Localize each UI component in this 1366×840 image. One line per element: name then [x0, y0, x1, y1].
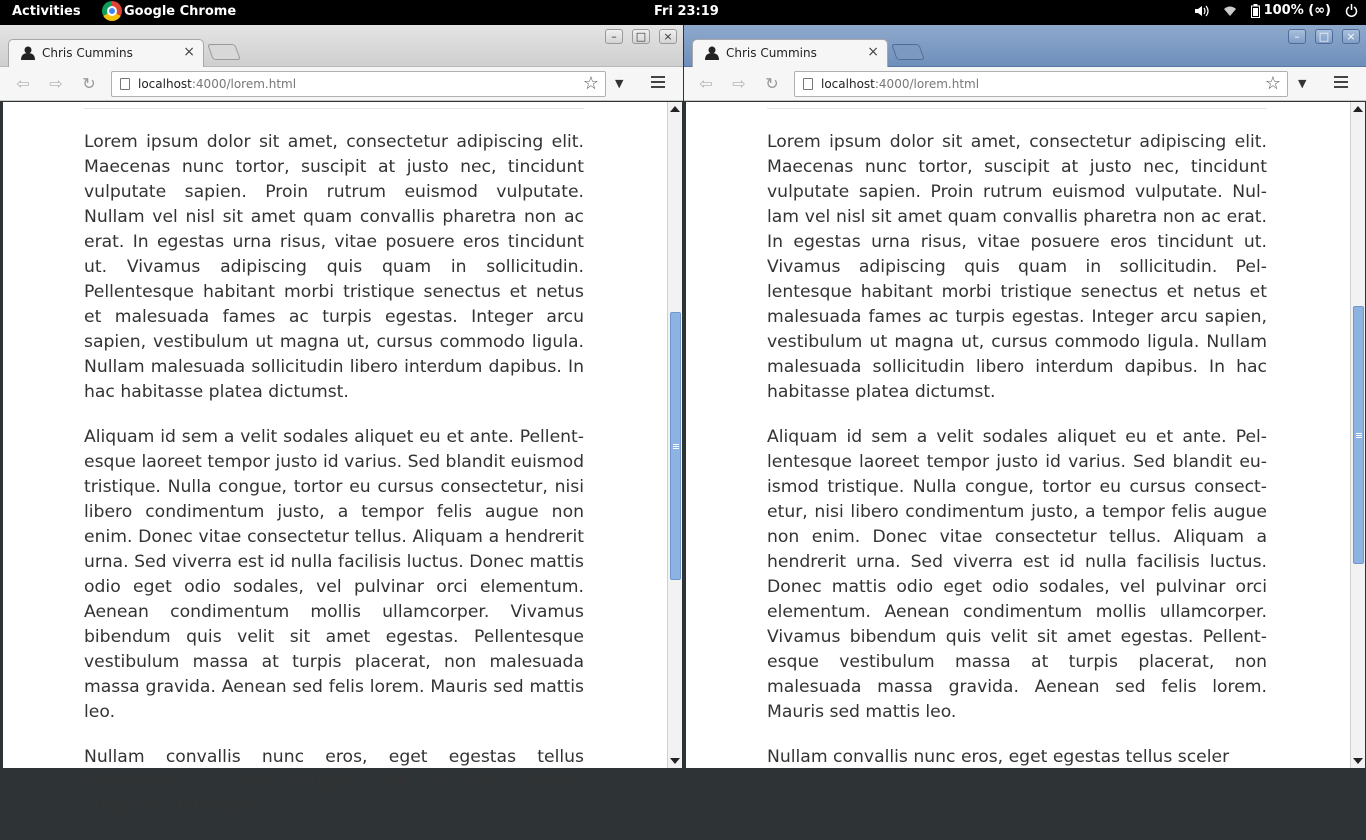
divider	[767, 108, 1267, 109]
close-tab-icon[interactable]: ×	[183, 44, 195, 60]
browser-window-left	[0, 25, 683, 817]
scroll-up-arrow[interactable]	[1353, 106, 1363, 112]
url-path: :4000/lorem.html	[191, 77, 297, 91]
browser-window-right	[684, 25, 1366, 768]
activities-button[interactable]: Activities	[12, 4, 81, 19]
menu-icon[interactable]	[651, 76, 665, 90]
address-bar[interactable]	[111, 71, 606, 97]
close-window-button[interactable]: ×	[659, 29, 677, 44]
minimize-button[interactable]: –	[605, 29, 623, 44]
bookmark-star-icon[interactable]: ☆	[1264, 73, 1281, 94]
page-icon	[803, 78, 813, 90]
wifi-icon[interactable]	[1223, 5, 1237, 17]
clock[interactable]: Fri 23:19	[654, 4, 719, 19]
title-bar[interactable]	[684, 25, 1366, 67]
article	[767, 130, 1267, 790]
system-tray[interactable]	[1195, 3, 1358, 18]
paragraph: Nullam convallis nunc eros, eget egestas tellus sceler	[767, 747, 1230, 767]
menu-icon[interactable]	[1334, 76, 1348, 90]
browser-toolbar	[684, 67, 1366, 101]
paragraph: Aliquam id sem a velit sodales aliquet eu et ante. Pellentesque laoreet tempor justo id varius. Sed blandit euismod tristique. Nulla congue, tortor eu cursus consectetur, nisi libero condimentum justo, a tempor felis augue non enim. Donec vitae consectetur tellus. Aliquam a hendrerit urna. Sed viverra est id nulla facilisis luctus. Donec mattis odio eget odio sodales, vel pulvinar orci elementum. Aenean condimentum mollis ullamcorper. Vivamus bibendum quis velit sit amet egestas. Pellentesque vestibulum massa at turpis placerat, non malesuada massa gravida. Aenean sed felis lorem. Mauris sed mattis leo.	[84, 427, 584, 722]
chrome-icon	[102, 1, 122, 21]
power-icon[interactable]	[1345, 4, 1358, 17]
chevron-down-icon[interactable]: ▼	[1298, 77, 1307, 90]
paragraph: Lorem ipsum dolor sit amet, consectetur adipiscing elit. Maecenas nunc tortor, suscipit at justo nec, tincidunt vulputate sapien. Proin rutrum euismod vulputate. Nullam vel nisl sit amet quam convallis pharetra non ac erat. In egestas urna risus, vitae posuere eros tincidunt ut. Vivamus adipiscing quis quam in sollicitudin. Pellentesque habitant morbi tristique senectus et netus et malesuada fames ac turpis egestas. Integer arcu sapien, vestibulum ut magna ut, cursus commodo ligula. Nullam malesuada sollicitudin libero interdum dapibus. In hac habitasse platea dictumst.	[767, 132, 1267, 402]
url-host: localhost	[821, 77, 875, 91]
forward-icon[interactable]: ⇨	[732, 74, 746, 93]
app-name: Google Chrome	[124, 4, 237, 19]
scrollbar-thumb[interactable]	[1353, 306, 1364, 564]
article	[84, 130, 584, 840]
volume-icon[interactable]	[1195, 5, 1209, 17]
top-bar	[0, 0, 1366, 25]
close-window-button[interactable]: ×	[1342, 29, 1360, 44]
maximize-button[interactable]: □	[632, 29, 650, 44]
scroll-down-arrow[interactable]	[1353, 758, 1363, 764]
browser-toolbar	[0, 67, 683, 101]
back-icon[interactable]: ⇦	[16, 74, 30, 93]
maximize-button[interactable]: □	[1315, 29, 1333, 44]
reload-icon[interactable]: ↻	[765, 74, 779, 93]
bookmark-star-icon[interactable]: ☆	[582, 73, 599, 94]
vertical-scrollbar[interactable]	[667, 102, 682, 768]
vertical-scrollbar[interactable]	[1350, 102, 1365, 768]
app-menu[interactable]	[102, 4, 236, 19]
page-icon	[120, 78, 130, 90]
tab-title: Chris Cummins	[42, 46, 133, 60]
tab-title: Chris Cummins	[726, 46, 817, 60]
paragraph: Lorem ipsum dolor sit amet, consectetur adipiscing elit. Maecenas nunc tortor, suscipit at justo nec, tincidunt vulputate sapien. Proin rutrum euismod vulputate. Nullam vel nisl sit amet quam convallis pharetra non ac erat. In egestas urna risus, vitae posuere eros tincidunt ut. Vivamus adipiscing quis quam in sollicitudin. Pellentesque habitant morbi tristique senectus et netus et malesuada fames ac turpis egestas. Integer arcu sapien, vestibulum ut magna ut, cursus commodo ligula. Nullam malesuada sollicitudin libero interdum dapibus. In hac habitasse platea dictumst.	[84, 132, 584, 402]
chevron-down-icon[interactable]: ▼	[615, 77, 624, 90]
divider	[84, 108, 584, 109]
address-bar[interactable]	[794, 71, 1288, 97]
scroll-down-arrow[interactable]	[670, 758, 680, 764]
url-host: localhost	[138, 77, 192, 91]
new-tab-button[interactable]	[891, 44, 925, 60]
battery-status[interactable]	[1251, 3, 1331, 18]
page-content	[3, 102, 667, 817]
battery-icon	[1251, 4, 1260, 18]
close-tab-icon[interactable]: ×	[867, 44, 879, 60]
reload-icon[interactable]: ↻	[82, 74, 96, 93]
browser-tab[interactable]	[8, 39, 204, 67]
paragraph: Nullam convallis nunc eros, eget egestas tellus scelerisque id. Cras feugiat velit ac urna tempor vulputate. Interdum et	[84, 747, 584, 817]
scrollbar-thumb[interactable]	[670, 312, 681, 580]
back-icon[interactable]: ⇦	[699, 74, 713, 93]
browser-tab[interactable]	[692, 39, 888, 67]
new-tab-button[interactable]	[207, 44, 241, 60]
person-icon	[21, 46, 35, 60]
paragraph: Aliquam id sem a velit sodales aliquet eu et ante. Pellentesque laoreet tempor justo id varius. Sed blandit euismod tristique. Nulla congue, tortor eu cursus consectetur, nisi libero condimentum justo, a tempor felis augue non enim. Donec vitae consectetur tellus. Aliquam a hendrerit urna. Sed viverra est id nulla facilisis luctus. Donec mattis odio eget odio sodales, vel pulvinar orci elementum. Aenean condimentum mollis ullamcorper. Vivamus bibendum quis velit sit amet egestas. Pellentesque vestibulum massa at turpis placerat, non malesuada massa gravida. Aenean sed felis lorem. Mauris sed mattis leo.	[767, 427, 1267, 722]
battery-label: 100% (∞)	[1263, 3, 1331, 18]
person-icon	[705, 46, 719, 60]
page-content	[686, 102, 1350, 768]
minimize-button[interactable]: –	[1288, 29, 1306, 44]
title-bar[interactable]	[0, 25, 683, 67]
scroll-up-arrow[interactable]	[670, 106, 680, 112]
url-path: :4000/lorem.html	[874, 77, 980, 91]
forward-icon[interactable]: ⇨	[49, 74, 63, 93]
